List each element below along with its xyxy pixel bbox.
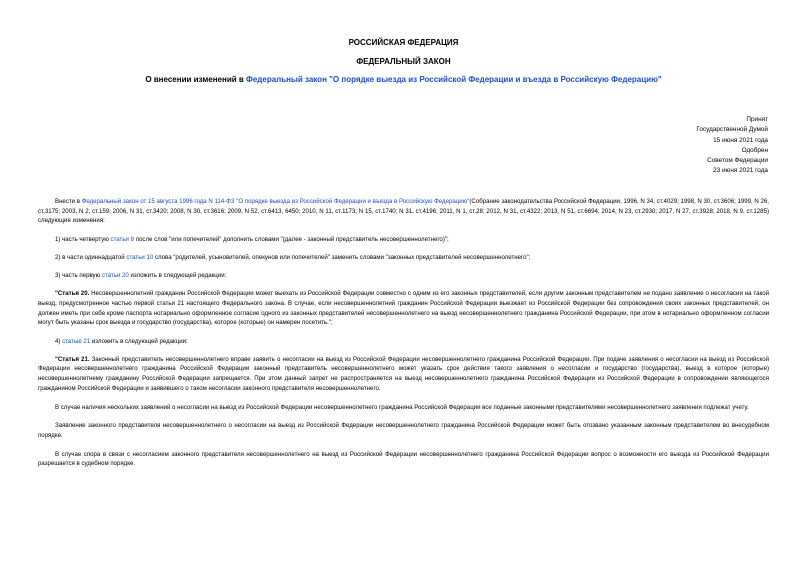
law-114-fz-link[interactable]: Федеральный закон от 15 августа 1996 года N 114-ФЗ "О порядке выезда из Российской Федерации и въезда в Российскую Федерацию" (81, 198, 470, 205)
acceptance-line: Одобрен (741, 146, 768, 154)
amendment-item-1: 1) часть четвертую статьи 8 после слов "или попечителей" дополнить словами "(далее - законный представитель несовершеннолетнего)"; (55, 235, 449, 243)
article-21-link[interactable]: статью 21 (62, 337, 91, 345)
article-21-paragraph-2: В случае наличия нескольких заявлений о несогласии на выезд из Российской Федерации несовершеннолетнего гражданина Российской Федерации все поданные законными представителями несовершеннолетнего заявления подлежат учету. (55, 403, 749, 411)
article-21-paragraph-4: В случае спора в связи с несогласием законного представителя несовершеннолетнего на выезд из Российской Федерации несовершеннолетнего гражданина Российской Федерации вопрос о возможности его выезда из Российской Федерации разрешается в судебном порядке. (38, 450, 769, 468)
article-21-heading: "Статья 21. (55, 355, 90, 363)
article-10-link[interactable]: статьи 10 (126, 253, 154, 261)
document-body (38, 197, 769, 469)
article-21-paragraph-3: Заявление законного представителя несовершеннолетнего о несогласии на выезд из Российской Федерации несовершеннолетнего гражданина Российской Федерации может быть отозвано указанным законным представителем во внесудебном порядке. (38, 422, 769, 439)
document-title (0, 75, 807, 84)
article-20-link[interactable]: статьи 20 (101, 272, 129, 280)
title-prefix: О внесении изменений в (145, 75, 247, 84)
acceptance-line: 15 июня 2021 года (713, 136, 768, 144)
article-21-text: "Статья 21. Законный представитель несовершеннолетнего вправе заявить о несогласии на выезд из Российской Федерации несовершеннолетнего гражданина Российской Федерации. При подаче заявления о несогласии на выезд из Российской Федерации несовершеннолетнего гражданина Российской Федерации законный представитель несовершеннолетнего может указать срок действия такого заявления о несогласии и государство (государства), выезд в которое (которые) несовершеннолетнему гражданину Российской Федерации запрещается. При этом данный запрет не распространяется на выезд несовершеннолетнего гражданина Российской Федерации из Российской Федерации в сопровождении являющегося гражданином Российской Федерации и заявившего о таком несогласии законного представителя несовершеннолетнего. (38, 355, 769, 392)
acceptance-line: Государственной Думой (696, 126, 768, 134)
title-law-link[interactable]: Федеральный закон "О порядке выезда из Российской Федерации и въезда в Российскую Федерацию" (246, 75, 662, 84)
acceptance-block (696, 115, 768, 177)
article-8-link[interactable]: статьи 8 (110, 235, 135, 243)
acceptance-line: Советом Федерации (707, 157, 768, 165)
article-20-heading: "Статья 20. (55, 290, 90, 298)
header-law-type: ФЕДЕРАЛЬНЫЙ ЗАКОН (356, 57, 451, 66)
amendment-item-3: 3) часть первую статьи 20 изложить в следующей редакции: (55, 272, 227, 280)
amendment-item-2: 2) в части одиннадцатой статьи 10 слова "родителей, усыновителей, опекунов или попечителей" заменить словами "законных представителей несовершеннолетнего"; (55, 253, 531, 261)
intro-paragraph: Внести в Федеральный закон от 15 августа 1996 года N 114-ФЗ "О порядке выезда из Российской Федерации и въезда в Российскую Федерацию"(Собрание законодательства Российской Федерации, 1996, N 34, ст.4029; 1998, N 30, ст.3606; 1999, N 26, ст.3175; 2003, N 2, ст.159; 2006, N 31, ст.3420; 2008, N 30, ст.3616; 2009, N 52, ст.6413, 6450; 2010, N 11, ст.1173; N 15, ст.1740; N 31, ст.4196; 2011, N 1, ст.28; 2012, N 31, ст.4322; 2013, N 51, ст.6694; 2014, N 23, ст.2930; 2017, N 27, ст.3928; 2018, N 9, ст.1285) следующие изменения: (38, 198, 769, 225)
article-20-text: "Статья 20. Несовершеннолетний гражданин Российской Федерации может выехать из Российской Федерации совместно с одним из его законных представителей, если другим законным представителем не подано заявление о несогласии на такой выезд, предусмотренное частью первой статьи 21 настоящего Федерального закона. В случае, если несовершеннолетний гражданин Российской Федерации выезжает из Российской Федерации без сопровождения своих законных представителей, он должен иметь при себе кроме паспорта нотариально оформленное согласие одного из законных представителей несовершеннолетнего на выезд несовершеннолетнего гражданина Российской Федерации, при этом в нотариально оформленном согласии могут быть указаны срок выезда и государство (государства), которое (которые) он намерен посетить."; (38, 290, 769, 327)
amendment-item-4: 4) статью 21 изложить в следующей редакции: (55, 337, 188, 345)
acceptance-line: Принят (746, 116, 768, 123)
acceptance-line: 23 июня 2021 года (713, 167, 768, 175)
header-country: РОССИЙСКАЯ ФЕДЕРАЦИЯ (348, 38, 459, 47)
